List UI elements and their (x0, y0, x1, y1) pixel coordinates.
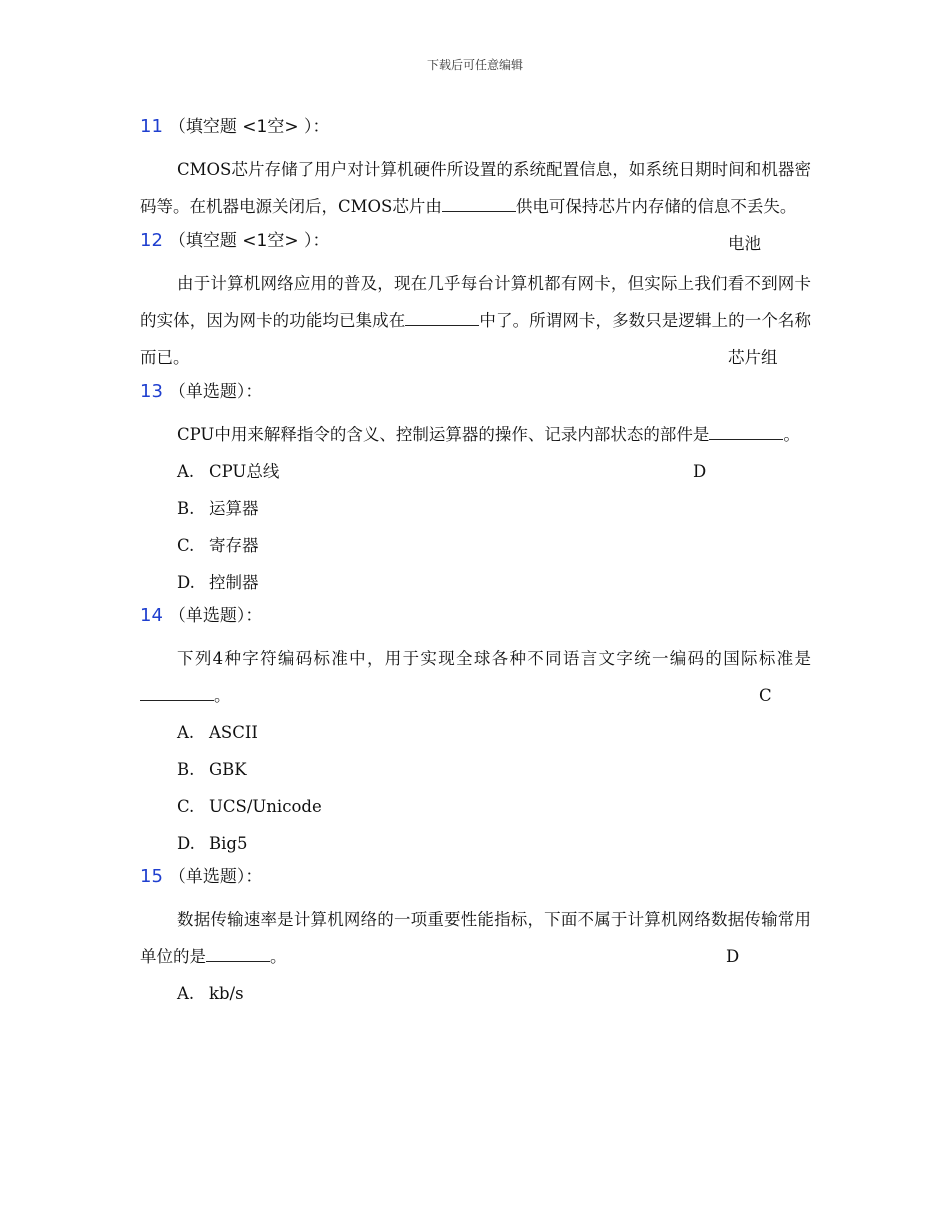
option-a (140, 714, 811, 751)
question-15 (140, 864, 811, 1012)
answer-text: 芯片组 (728, 348, 778, 367)
question-number: 13 (140, 381, 163, 402)
option-text: 寄存器 (209, 536, 259, 555)
option-a (140, 975, 811, 1012)
option-letter: A. (177, 984, 195, 1003)
answer-blank (405, 305, 479, 326)
option-b (140, 751, 811, 788)
stem-text: CPU中用来解释指令的含义、控制运算器的操作、记录内部状态的部件是 (177, 425, 710, 444)
option-letter: D. (177, 573, 195, 592)
option-letter: C. (177, 536, 195, 555)
question-stem (140, 901, 811, 975)
question-type: （填空题 <1空> ）： (168, 117, 330, 137)
question-stem (140, 416, 811, 453)
option-text: kb/s (209, 984, 244, 1003)
stem-text: 。 (783, 425, 800, 444)
question-number: 11 (140, 116, 163, 137)
stem-text: 中了。所谓网卡，多数只是逻辑上的一个名称而已。 (140, 311, 812, 367)
question-list (140, 114, 811, 1012)
stem-text: CMOS芯片存储了用户对计算机硬件所设置的系统配置信息，如系统日期时间和机器密码等。在机器电源关闭后，CMOS芯片由 (140, 160, 811, 216)
question-type: （填空题 <1空> ）： (168, 231, 330, 251)
option-b (140, 490, 811, 527)
option-letter: C. (177, 797, 195, 816)
answer-blank (206, 941, 270, 962)
option-text: Big5 (209, 834, 248, 853)
option-text: GBK (209, 760, 247, 779)
question-type: （单选题）： (168, 382, 263, 402)
option-a (140, 453, 811, 490)
question-number: 14 (140, 605, 163, 626)
question-type: （单选题）： (168, 606, 263, 626)
option-text: 控制器 (209, 573, 259, 592)
answer-text: C (759, 686, 772, 705)
question-heading (140, 114, 811, 140)
option-text: ASCII (209, 723, 258, 742)
option-d (140, 564, 811, 601)
question-heading (140, 379, 811, 405)
option-letter: A. (177, 462, 195, 481)
stem-text: 由于计算机网络应用的普及，现在几乎每台计算机都有网卡，但实际上我们看不到网卡的实体，因为网卡的功能均已集成在 (140, 274, 811, 330)
question-heading (140, 603, 811, 629)
option-list (140, 453, 811, 601)
question-14 (140, 603, 811, 862)
question-type: （单选题）： (168, 867, 263, 887)
question-stem (140, 265, 811, 376)
option-c (140, 788, 811, 825)
option-text: CPU总线 (209, 462, 280, 481)
option-list (140, 714, 811, 862)
option-list (140, 975, 811, 1012)
answer-blank (140, 680, 214, 701)
option-text: UCS/Unicode (209, 797, 322, 816)
question-13 (140, 379, 811, 601)
stem-text: 数据传输速率是计算机网络的一项重要性能指标，下面不属于计算机网络数据传输常用单位的是 (140, 910, 811, 966)
question-12 (140, 228, 811, 376)
answer-text: D (726, 947, 740, 966)
stem-text: 供电可保持芯片内存储的信息不丢失。 (515, 197, 797, 216)
option-d (140, 825, 811, 862)
answer-text: D (693, 462, 707, 481)
option-text: 运算器 (209, 499, 259, 518)
question-heading (140, 228, 811, 254)
answer-text: 电池 (728, 234, 761, 253)
option-letter: B. (177, 760, 195, 779)
stem-text: 。 (270, 947, 287, 966)
option-c (140, 527, 811, 564)
answer-blank (442, 191, 516, 212)
answer-blank (709, 419, 783, 440)
stem-text: 。 (214, 686, 231, 705)
question-heading (140, 864, 811, 890)
stem-text: 下列4种字符编码标准中，用于实现全球各种不同语言文字统一编码的国际标准是 (177, 649, 811, 668)
option-letter: A. (177, 723, 195, 742)
option-letter: B. (177, 499, 195, 518)
question-number: 12 (140, 230, 163, 251)
option-letter: D. (177, 834, 195, 853)
question-stem (140, 640, 811, 714)
question-number: 15 (140, 866, 163, 887)
question-stem (140, 151, 811, 225)
page-header: 下载后可任意编辑 (426, 58, 523, 72)
